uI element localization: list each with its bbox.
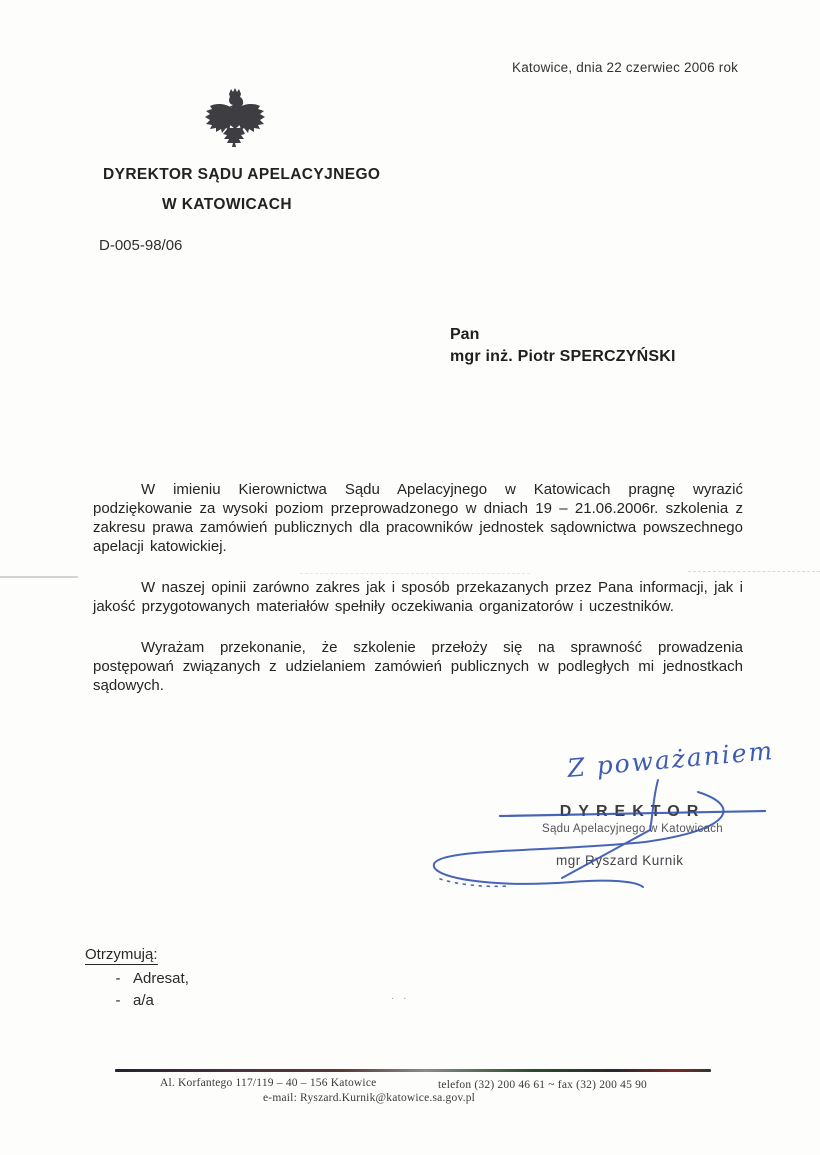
footer-address: Al. Korfantego 117/119 – 40 – 156 Katowice [160,1077,377,1089]
signer-name: mgr Ryszard Kurnik [556,853,684,868]
addressee-block [450,326,676,366]
footer-email: e-mail: Ryszard.Kurnik@katowice.sa.gov.pl [263,1092,476,1104]
stamp-title: DYREKTOR [559,803,706,820]
list-bullet: - [115,970,121,987]
stamp-subtitle: Sądu Apelacyjnego w Katowicach [542,823,723,835]
distribution-list [85,946,189,1009]
polish-eagle-emblem-icon [203,86,267,158]
letter-body [93,480,743,717]
paragraph-3: Wyrażam przekonanie, że szkolenie przełoży się na sprawność prowadzenia postępowań związanych z udzielaniem zamówień publicznych w podległych mi jednostkach sądowych. [93,639,743,694]
list-bullet: - [115,992,121,1009]
handwritten-closing: Z poważaniem [566,736,776,783]
signature-loop [434,792,724,887]
signature-strike-line [500,811,765,816]
paragraph-1: W imieniu Kierownictwa Sądu Apelacyjnego w Katowicach pragnę wyrazić podziękowanie za wysoki poziom przeprowadzonego w dniach 19 – 21.06.2006r. szkolenia z zakresu prawa zamówień publicznych dla pracowników jednostek sądownictwa powszechnego apelacji katowickiej. [93,481,743,555]
eagle-tail [223,128,245,147]
scan-artifact-line [0,576,78,578]
distribution-heading: Otrzymują: [85,946,158,963]
scan-speck: · · [391,993,410,1004]
distribution-item-text: a/a [133,992,154,1009]
date-line: Katowice, dnia 22 czerwiec 2006 rok [512,60,739,75]
ink-signature-flourish [400,730,820,900]
reference-number: D-005-98/06 [99,237,183,254]
list-item [85,992,189,1009]
signature-down-stroke [562,780,658,878]
scan-artifact-line [688,571,820,572]
paragraph-2: W naszej opinii zarówno zakres jak i sposób przekazanych przez Pana informacji, jak i jakość przygotowanych materiałów spełniły oczekiwania organizatorów i uczestników. [93,579,743,615]
footer-divider [115,1069,711,1072]
addressee-salutation: Pan [450,326,480,343]
footer-phone-fax: telefon (32) 200 46 61 ~ fax (32) 200 45 90 [438,1079,648,1091]
scan-artifact-line [300,573,530,574]
sender-title-line2: W KATOWICACH [162,196,292,213]
list-item [85,970,189,987]
addressee-name: mgr inż. Piotr SPERCZYŃSKI [450,348,676,365]
sender-title-line1: DYREKTOR SĄDU APELACYJNEGO [103,166,381,183]
distribution-item-text: Adresat, [133,970,189,987]
